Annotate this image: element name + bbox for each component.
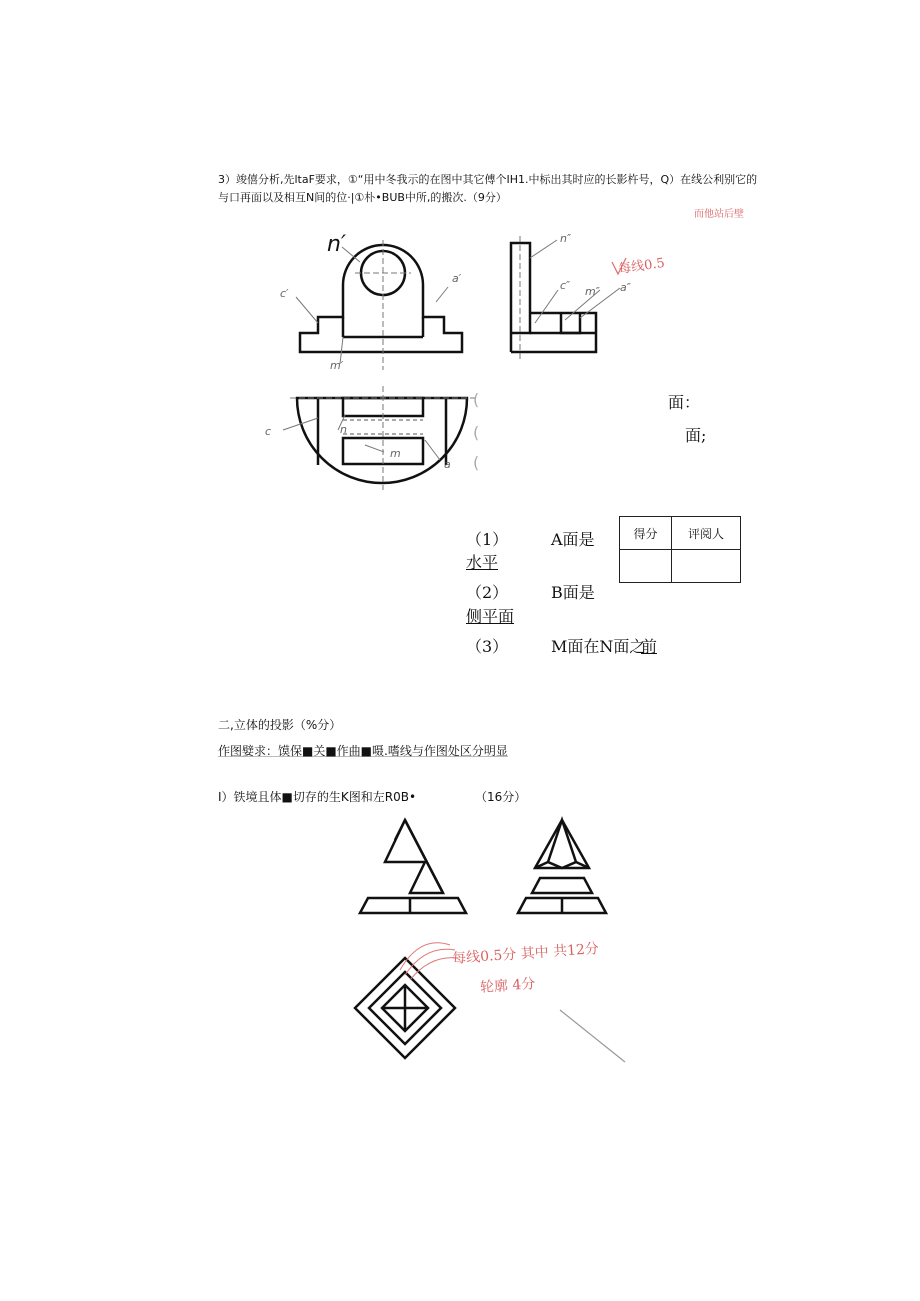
label-n-double-prime: n″ — [560, 232, 572, 245]
answer1-value: 水平 — [466, 553, 499, 572]
answer2-value: 侧平面 — [466, 607, 515, 626]
label-n-prime: n′ — [327, 232, 346, 257]
answer3-value: 前 — [641, 637, 658, 656]
label-a-double-prime: a″ — [620, 281, 631, 294]
partial-row2-start: ( — [473, 423, 480, 442]
red-handwriting-fig1: 每线0.5 — [617, 255, 666, 278]
question3-line1: 3）竣僖分析,先ltaF要求，①“用中冬我示的在图中其它傅个IH1.中标出其时应的长影杵号，Q）在线公利别它的 — [218, 173, 758, 186]
section2-title: 二,立体的投影（%分） — [218, 718, 342, 732]
answer1-number: （1） — [466, 530, 509, 549]
answer2-text: B面是 — [551, 583, 595, 602]
partial-row2-end: 面; — [685, 426, 707, 445]
section2-q1-points: （16分） — [475, 790, 527, 804]
label-a-prime: a′ — [452, 272, 462, 285]
partial-row1-end: 面： — [668, 393, 701, 412]
answer3-number: （3） — [466, 637, 509, 656]
reviewer-header: 评阅人 — [672, 517, 741, 550]
label-c: c — [265, 425, 272, 438]
label-m: m — [390, 447, 401, 460]
partial-row1-start: ( — [473, 390, 480, 409]
answer3-text: M面在N面之 — [551, 637, 646, 656]
answer2-number: （2） — [466, 583, 509, 602]
score-header: 得分 — [620, 517, 672, 550]
section2-q1-label: I）铁境且体■切存的生K图和左R0B• — [218, 790, 417, 804]
answer1-text: A面是 — [551, 530, 595, 549]
label-n: n — [340, 423, 347, 436]
label-m-double-prime: m″ — [585, 285, 600, 298]
label-m-prime: m′ — [330, 359, 344, 372]
label-a: a — [444, 458, 451, 471]
label-c-prime: c′ — [280, 287, 289, 300]
label-c-double-prime: c″ — [560, 279, 571, 292]
red-handwriting-fig2-line1: 每线0.5分 其中 共12分 — [451, 940, 600, 968]
question3-line2: 与口再面以及相互N间的位·|①朴•BUB中所,的搬次.（9分） — [218, 191, 507, 204]
partial-row3-start: ( — [473, 453, 480, 472]
red-note: 而他站后壁 — [694, 209, 744, 220]
red-handwriting-fig2-line2: 轮廓 4分 — [479, 976, 536, 996]
section2-requirement: 作图嬖求：馍保■关■作曲■嗫.嗜线与作图处区分明显 — [218, 744, 508, 758]
